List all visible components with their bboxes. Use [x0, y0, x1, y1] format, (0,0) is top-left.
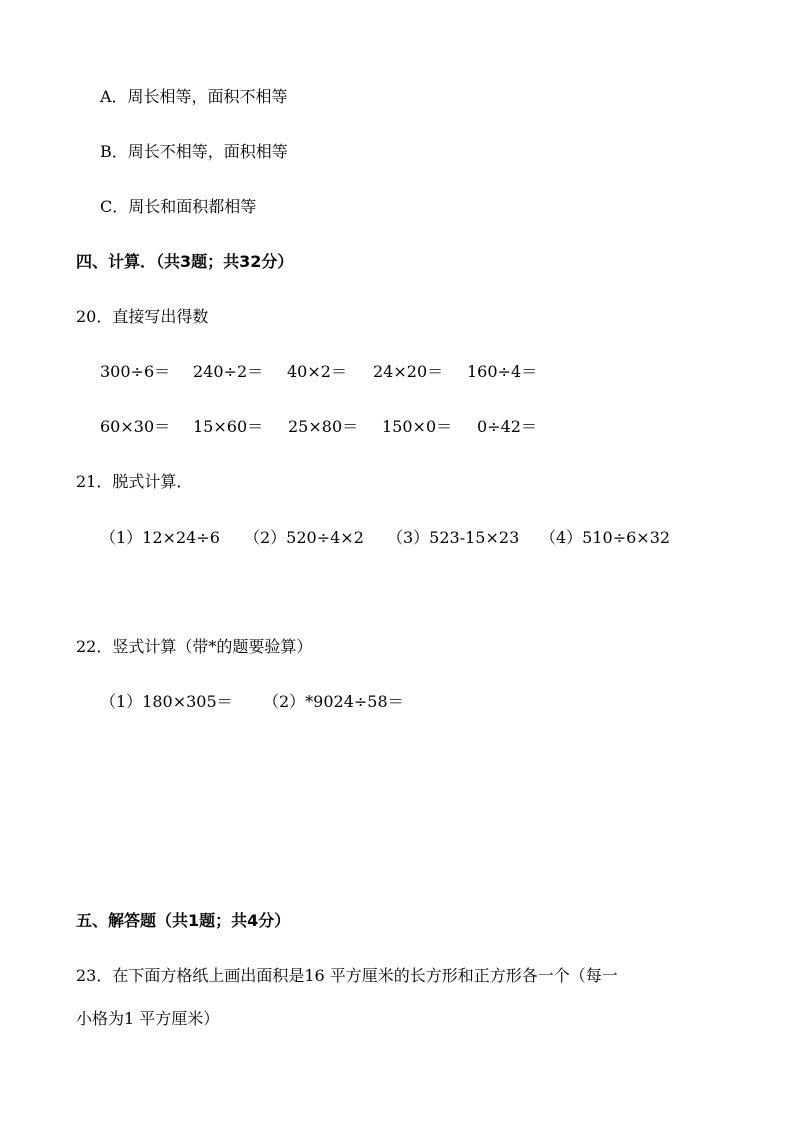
calc-item: （4）510÷6×32	[540, 528, 671, 547]
calc-item: 240÷2＝	[193, 362, 264, 381]
question-20-title: 20．直接写出得数	[76, 307, 209, 326]
option-a: A．周长相等，面积不相等	[100, 87, 288, 106]
question-22-title: 22．竖式计算（带*的题要验算）	[76, 637, 313, 656]
calc-item: （2）520÷4×2	[244, 528, 364, 547]
question-21-title: 21．脱式计算．	[76, 472, 193, 491]
question-22-items	[0, 692, 794, 712]
calc-item: 24×20＝	[373, 362, 444, 381]
question-20-row-1	[0, 362, 794, 382]
question-21-items	[0, 528, 794, 548]
calc-item: 160÷4＝	[467, 362, 538, 381]
option-b: B．周长不相等，面积相等	[100, 142, 288, 161]
calc-item: （2）*9024÷58＝	[263, 692, 404, 711]
calc-item: （3）523-15×23	[387, 528, 520, 547]
calc-item: （1）180×305＝	[100, 692, 233, 711]
calc-item: 60×30＝	[100, 417, 171, 436]
calc-item: 40×2＝	[287, 362, 347, 381]
calc-item: （1）12×24÷6	[100, 528, 220, 547]
calc-item: 25×80＝	[288, 417, 359, 436]
calc-item: 150×0＝	[382, 417, 453, 436]
question-23-line-1: 23．在下面方格纸上画出面积是16 平方厘米的长方形和正方形各一个（每一	[76, 966, 618, 985]
question-23-line-2: 小格为1 平方厘米）	[76, 1009, 220, 1028]
calc-item: 0÷42＝	[477, 417, 537, 436]
question-20-row-2	[0, 417, 794, 437]
section-5-heading: 五、解答题（共1题；共4分）	[76, 911, 291, 930]
calc-item: 300÷6＝	[100, 362, 171, 381]
calc-item: 15×60＝	[193, 417, 264, 436]
section-4-heading: 四、计算．（共3题；共32分）	[76, 252, 294, 271]
option-c: C．周长和面积都相等	[100, 197, 257, 216]
